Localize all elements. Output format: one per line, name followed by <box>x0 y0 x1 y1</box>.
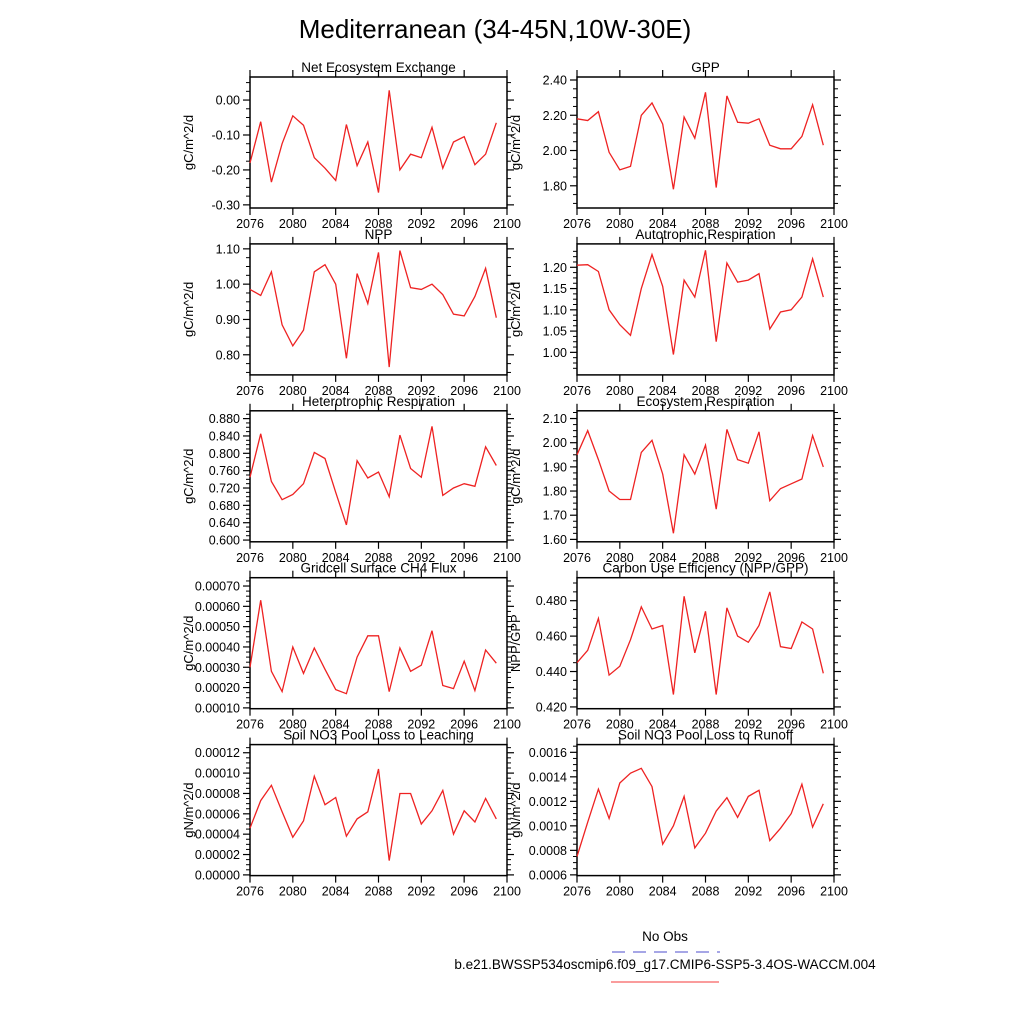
x-tick-label: 2084 <box>321 884 350 899</box>
y-tick-label: 0.0006 <box>528 868 567 883</box>
data-line <box>577 250 823 354</box>
x-tick-label: 2076 <box>563 550 591 565</box>
x-tick-label: 2084 <box>321 550 350 565</box>
y-axis-label: gN/m^2/d <box>181 782 196 838</box>
x-tick-label: 2080 <box>605 884 634 899</box>
subplot-autotrophic-respiration <box>508 227 848 398</box>
y-tick-label: 0.640 <box>208 516 240 531</box>
x-tick-label: 2088 <box>691 550 720 565</box>
x-tick-label: 2096 <box>450 717 479 732</box>
x-tick-label: 2092 <box>734 884 763 899</box>
subplot-gpp <box>508 60 848 231</box>
y-tick-label: 0.80 <box>215 348 240 363</box>
subplot-gridcell-surface-ch4-flux <box>181 561 521 732</box>
y-axis-label: gC/m^2/d <box>181 615 196 671</box>
x-tick-label: 2084 <box>648 884 677 899</box>
y-tick-label: 0.00030 <box>194 660 240 675</box>
y-tick-label: 1.10 <box>542 303 567 318</box>
x-tick-label: 2100 <box>820 217 848 231</box>
x-tick-label: 2080 <box>278 550 307 565</box>
y-tick-label: 2.10 <box>542 412 567 427</box>
legend-no-obs-line <box>611 948 721 956</box>
x-tick-label: 2088 <box>691 383 720 398</box>
subplot-heterotrophic-respiration <box>181 394 521 565</box>
x-tick-label: 2084 <box>648 550 677 565</box>
y-tick-label: 0.00010 <box>194 766 240 781</box>
data-line <box>577 92 823 189</box>
subplot-title: Ecosystem Respiration <box>636 393 775 409</box>
plot-frame <box>250 578 507 709</box>
x-tick-label: 2076 <box>563 383 591 398</box>
x-tick-label: 2096 <box>777 217 806 231</box>
subplot-carbon-use-efficiency-npp-gpp <box>508 561 848 732</box>
subplot-title: GPP <box>691 60 720 75</box>
y-tick-label: 0.00002 <box>194 848 240 863</box>
y-axis-label: NPP/GPP <box>508 614 523 673</box>
y-axis-label: gC/m^2/d <box>508 448 523 504</box>
y-tick-label: 0.760 <box>208 464 240 479</box>
y-tick-label: 1.20 <box>542 260 567 275</box>
legend-model-line <box>610 978 720 986</box>
x-tick-label: 2092 <box>734 550 763 565</box>
x-tick-label: 2084 <box>648 217 677 231</box>
y-tick-label: 0.00010 <box>194 701 240 716</box>
y-tick-label: 0.90 <box>215 312 240 327</box>
x-tick-label: 2080 <box>605 217 634 231</box>
subplot-title: Carbon Use Efficiency (NPP/GPP) <box>602 560 809 576</box>
y-tick-label: -0.30 <box>211 198 240 213</box>
x-tick-label: 2080 <box>605 717 634 732</box>
x-tick-label: 2076 <box>563 884 591 899</box>
y-tick-label: 0.00004 <box>194 827 240 842</box>
x-tick-label: 2100 <box>493 884 521 899</box>
x-tick-label: 2092 <box>407 383 436 398</box>
legend-model-label: b.e21.BWSSP534oscmip6.f09_g17.CMIP6-SSP5-3.4OS-WACCM.004 <box>454 957 876 972</box>
subplot-title: Soil NO3 Pool Loss to Leaching <box>283 727 474 743</box>
subplot-soil-no3-pool-loss-to-leaching <box>181 728 521 899</box>
y-tick-label: 2.00 <box>542 436 567 451</box>
x-tick-label: 2088 <box>691 884 720 899</box>
plot-frame <box>577 244 834 375</box>
y-axis-label: gC/m^2/d <box>181 448 196 504</box>
x-tick-label: 2076 <box>236 717 264 732</box>
x-tick-label: 2088 <box>364 717 393 732</box>
x-tick-label: 2088 <box>364 383 393 398</box>
y-tick-label: -0.20 <box>211 163 240 178</box>
x-tick-label: 2076 <box>236 217 264 231</box>
y-axis-label: gC/m^2/d <box>181 281 196 338</box>
x-tick-label: 2092 <box>734 717 763 732</box>
y-tick-label: 2.00 <box>542 144 567 159</box>
x-tick-label: 2080 <box>278 217 307 231</box>
x-tick-label: 2080 <box>605 383 634 398</box>
y-tick-label: 1.90 <box>542 460 567 475</box>
y-axis-label: gC/m^2/d <box>508 114 523 171</box>
data-line <box>250 251 496 368</box>
x-tick-label: 2096 <box>777 717 806 732</box>
y-tick-label: 1.15 <box>542 282 567 297</box>
x-tick-label: 2076 <box>563 717 591 732</box>
x-tick-label: 2092 <box>734 217 763 231</box>
y-tick-label: 0.0012 <box>528 794 567 809</box>
y-tick-label: 1.00 <box>215 277 240 292</box>
x-tick-label: 2092 <box>734 383 763 398</box>
y-tick-label: 0.00008 <box>194 786 240 801</box>
x-tick-label: 2092 <box>407 550 436 565</box>
y-tick-label: 0.00006 <box>194 807 240 822</box>
x-tick-label: 2084 <box>648 717 677 732</box>
y-tick-label: 2.40 <box>542 73 567 88</box>
x-tick-label: 2100 <box>493 717 521 732</box>
x-tick-label: 2100 <box>493 383 521 398</box>
y-axis-label: gC/m^2/d <box>508 281 523 338</box>
y-tick-label: 0.720 <box>208 481 240 496</box>
x-tick-label: 2092 <box>407 717 436 732</box>
y-tick-label: 1.80 <box>542 179 567 194</box>
y-tick-label: 0.440 <box>535 665 567 680</box>
x-tick-label: 2076 <box>236 383 264 398</box>
y-tick-label: 0.880 <box>208 412 240 427</box>
x-tick-label: 2096 <box>777 884 806 899</box>
subplot-soil-no3-pool-loss-to-runoff <box>508 728 848 899</box>
y-tick-label: 1.05 <box>542 324 567 339</box>
data-line <box>250 90 496 192</box>
y-tick-label: 0.0010 <box>528 819 567 834</box>
x-tick-label: 2096 <box>450 550 479 565</box>
y-tick-label: 0.420 <box>535 700 567 715</box>
y-tick-label: 0.00050 <box>194 620 240 635</box>
y-tick-label: 0.840 <box>208 429 240 444</box>
plot-frame <box>577 745 834 876</box>
x-tick-label: 2092 <box>407 217 436 231</box>
y-tick-label: 1.70 <box>542 508 567 523</box>
x-tick-label: 2096 <box>777 550 806 565</box>
subplot-title: NPP <box>364 226 393 242</box>
y-tick-label: 0.480 <box>535 594 567 609</box>
x-tick-label: 2080 <box>278 717 307 732</box>
x-tick-label: 2076 <box>236 884 264 899</box>
x-tick-label: 2084 <box>321 383 350 398</box>
plot-frame <box>577 578 834 709</box>
x-tick-label: 2096 <box>450 383 479 398</box>
x-tick-label: 2100 <box>493 550 521 565</box>
x-tick-label: 2088 <box>364 550 393 565</box>
x-tick-label: 2076 <box>236 550 264 565</box>
data-line <box>577 429 823 533</box>
plot-frame <box>250 411 507 542</box>
y-tick-label: 1.60 <box>542 532 567 547</box>
y-tick-label: 0.00012 <box>194 746 240 761</box>
data-line <box>250 600 496 694</box>
y-tick-label: 1.80 <box>542 484 567 499</box>
y-tick-label: 0.460 <box>535 629 567 644</box>
subplot-ecosystem-respiration <box>508 394 848 565</box>
y-tick-label: 0.00060 <box>194 599 240 614</box>
x-tick-label: 2096 <box>450 217 479 231</box>
x-tick-label: 2080 <box>278 884 307 899</box>
x-tick-label: 2088 <box>691 217 720 231</box>
plot-frame <box>250 745 507 876</box>
y-tick-label: 2.20 <box>542 108 567 123</box>
subplot-title: Heterotrophic Respiration <box>301 393 456 409</box>
x-tick-label: 2100 <box>820 550 848 565</box>
page-title: Mediterranean (34-45N,10W-30E) <box>298 14 692 44</box>
x-tick-label: 2100 <box>820 383 848 398</box>
x-tick-label: 2096 <box>450 884 479 899</box>
y-axis-label: gN/m^2/d <box>508 782 523 838</box>
subplot-title: Net Ecosystem Exchange <box>301 60 456 75</box>
x-tick-label: 2076 <box>563 217 591 231</box>
subplot-title: Gridcell Surface CH4 Flux <box>300 560 457 576</box>
x-tick-label: 2092 <box>407 884 436 899</box>
y-tick-label: 1.10 <box>215 242 240 257</box>
y-tick-label: 0.800 <box>208 446 240 461</box>
x-tick-label: 2100 <box>820 717 848 732</box>
y-tick-label: 0.600 <box>208 533 240 548</box>
subplot-title: Autotrophic Respiration <box>635 226 776 242</box>
y-tick-label: 0.680 <box>208 498 240 513</box>
y-tick-label: 0.00 <box>215 93 240 108</box>
x-tick-label: 2088 <box>364 884 393 899</box>
plot-frame <box>577 411 834 542</box>
data-line <box>250 426 496 525</box>
x-tick-label: 2088 <box>691 717 720 732</box>
x-tick-label: 2100 <box>820 884 848 899</box>
x-tick-label: 2084 <box>648 383 677 398</box>
data-line <box>250 769 496 861</box>
x-tick-label: 2084 <box>321 717 350 732</box>
y-tick-label: -0.10 <box>211 128 240 143</box>
y-tick-label: 0.0014 <box>528 770 567 785</box>
x-tick-label: 2096 <box>777 383 806 398</box>
data-line <box>577 592 823 695</box>
x-tick-label: 2080 <box>605 550 634 565</box>
y-tick-label: 0.00000 <box>194 868 240 883</box>
subplot-net-ecosystem-exchange <box>181 60 521 231</box>
x-tick-label: 2088 <box>364 217 393 231</box>
y-tick-label: 0.00070 <box>194 579 240 594</box>
legend-no-obs-label: No Obs <box>642 929 688 944</box>
x-tick-label: 2080 <box>278 383 307 398</box>
y-tick-label: 1.00 <box>542 345 567 360</box>
x-tick-label: 2100 <box>493 217 521 231</box>
y-axis-label: gC/m^2/d <box>181 114 196 171</box>
subplot-title: Soil NO3 Pool Loss to Runoff <box>617 727 794 743</box>
data-line <box>577 768 823 856</box>
y-tick-label: 0.00020 <box>194 681 240 696</box>
subplot-npp <box>181 227 521 398</box>
x-tick-label: 2084 <box>321 217 350 231</box>
y-tick-label: 0.0008 <box>528 843 567 858</box>
y-tick-label: 0.00040 <box>194 640 240 655</box>
y-tick-label: 0.0016 <box>528 745 567 760</box>
